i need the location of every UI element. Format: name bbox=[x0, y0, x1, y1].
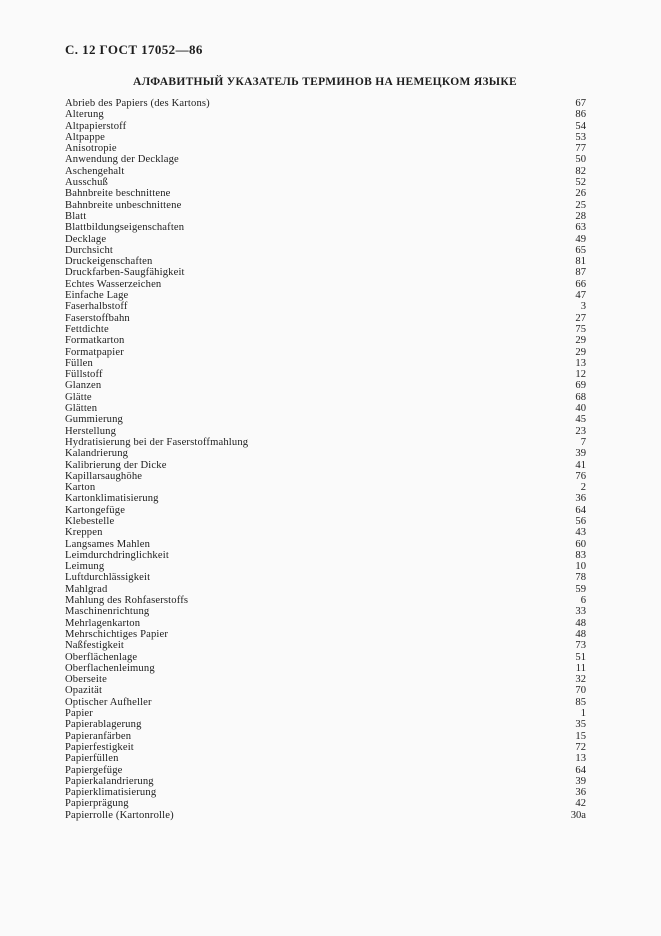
term-number: 56 bbox=[575, 515, 586, 527]
term-number: 6 bbox=[580, 595, 586, 607]
term-text: Glätten bbox=[65, 403, 98, 415]
term-number: 45 bbox=[575, 414, 586, 426]
term-text: Anwendung der Decklage bbox=[65, 154, 179, 166]
page-header: С. 12 ГОСТ 17052—86 bbox=[65, 42, 203, 57]
index-row bbox=[65, 200, 586, 211]
term-text: Papierablagerung bbox=[65, 719, 142, 731]
term-text: Klebestelle bbox=[65, 515, 115, 527]
term-number: 40 bbox=[575, 403, 586, 415]
term-text: Oberseite bbox=[65, 674, 107, 686]
index-row bbox=[65, 222, 586, 233]
term-number: 27 bbox=[575, 312, 586, 324]
term-text: Ausschuß bbox=[65, 177, 108, 189]
term-number: 86 bbox=[575, 109, 586, 121]
index-row bbox=[65, 685, 586, 696]
index-row bbox=[65, 369, 586, 380]
term-text: Kartonklimatisierung bbox=[65, 493, 159, 505]
index-row bbox=[65, 618, 586, 629]
term-number: 54 bbox=[575, 120, 586, 132]
term-number: 76 bbox=[575, 470, 586, 482]
term-number: 7 bbox=[580, 436, 586, 448]
term-number: 30a bbox=[570, 809, 586, 821]
term-number: 48 bbox=[575, 617, 586, 629]
term-text: Kapillarsaughöhe bbox=[65, 470, 143, 482]
index-row bbox=[65, 403, 586, 414]
index-row bbox=[65, 505, 586, 516]
index-row bbox=[65, 290, 586, 301]
term-number: 28 bbox=[575, 210, 586, 222]
index-row bbox=[65, 154, 586, 165]
index-row bbox=[65, 708, 586, 719]
term-number: 87 bbox=[575, 267, 586, 279]
term-number: 39 bbox=[575, 448, 586, 460]
index-row bbox=[65, 640, 586, 651]
term-number: 47 bbox=[575, 290, 586, 302]
term-text: Mehrlagenkarton bbox=[65, 617, 141, 629]
term-number: 13 bbox=[575, 357, 586, 369]
term-number: 25 bbox=[575, 199, 586, 211]
term-text: Langsames Mahlen bbox=[65, 538, 151, 550]
term-number: 10 bbox=[575, 561, 586, 573]
term-number: 64 bbox=[575, 764, 586, 776]
term-number: 15 bbox=[575, 730, 586, 742]
term-number: 29 bbox=[575, 335, 586, 347]
index-row bbox=[65, 121, 586, 132]
term-number: 2 bbox=[580, 482, 586, 494]
index-row bbox=[65, 697, 586, 708]
index-list bbox=[65, 98, 586, 821]
term-number: 48 bbox=[575, 628, 586, 640]
term-text: Papierklimatisierung bbox=[65, 787, 157, 799]
term-text: Kreppen bbox=[65, 527, 103, 539]
index-row bbox=[65, 810, 586, 821]
term-number: 41 bbox=[575, 459, 586, 471]
term-text: Oberflachenleimung bbox=[65, 662, 155, 674]
term-text: Glätte bbox=[65, 391, 92, 403]
index-row bbox=[65, 572, 586, 583]
term-number: 50 bbox=[575, 154, 586, 166]
index-row bbox=[65, 527, 586, 538]
index-row bbox=[65, 234, 586, 245]
term-number: 26 bbox=[575, 188, 586, 200]
term-text: Kalibrierung der Dicke bbox=[65, 459, 167, 471]
index-row bbox=[65, 493, 586, 504]
index-row bbox=[65, 584, 586, 595]
term-number: 67 bbox=[575, 98, 586, 109]
term-number: 13 bbox=[575, 753, 586, 765]
index-row bbox=[65, 595, 586, 606]
index-row bbox=[65, 267, 586, 278]
term-number: 82 bbox=[575, 165, 586, 177]
term-text: Druckfarben-Saugfähigkeit bbox=[65, 267, 185, 279]
term-text: Bahnbreite beschnittene bbox=[65, 188, 171, 200]
index-row bbox=[65, 663, 586, 674]
index-row bbox=[65, 279, 586, 290]
index-row bbox=[65, 380, 586, 391]
index-row bbox=[65, 414, 586, 425]
term-number: 73 bbox=[575, 640, 586, 652]
term-number: 60 bbox=[575, 538, 586, 550]
term-number: 63 bbox=[575, 222, 586, 234]
term-number: 69 bbox=[575, 380, 586, 392]
term-text: Abrieb des Papiers (des Kartons) bbox=[65, 98, 210, 109]
term-text: Herstellung bbox=[65, 425, 117, 437]
index-row bbox=[65, 719, 586, 730]
index-row bbox=[65, 437, 586, 448]
page-title: АЛФАВИТНЫЙ УКАЗАТЕЛЬ ТЕРМИНОВ НА НЕМЕЦКОМ ЯЗЫКЕ bbox=[132, 76, 517, 88]
index-row bbox=[65, 166, 586, 177]
term-text: Blatt bbox=[65, 210, 87, 222]
term-text: Glanzen bbox=[65, 380, 102, 392]
index-row bbox=[65, 358, 586, 369]
term-number: 65 bbox=[575, 244, 586, 256]
term-text: Papierfüllen bbox=[65, 753, 119, 765]
index-row bbox=[65, 245, 586, 256]
term-text: Faserstoffbahn bbox=[65, 312, 130, 324]
term-text: Karton bbox=[65, 482, 96, 494]
index-row bbox=[65, 731, 586, 742]
term-text: Kartongefüge bbox=[65, 504, 126, 516]
index-row bbox=[65, 753, 586, 764]
term-number: 39 bbox=[575, 775, 586, 787]
term-number: 64 bbox=[575, 504, 586, 516]
term-number: 49 bbox=[575, 233, 586, 245]
term-number: 70 bbox=[575, 685, 586, 697]
index-row bbox=[65, 448, 586, 459]
term-text: Formatkarton bbox=[65, 335, 125, 347]
term-number: 36 bbox=[575, 493, 586, 505]
term-number: 59 bbox=[575, 583, 586, 595]
term-text: Papierprägung bbox=[65, 798, 129, 810]
index-row bbox=[65, 765, 586, 776]
term-number: 3 bbox=[580, 301, 586, 313]
index-row bbox=[65, 426, 586, 437]
term-number: 77 bbox=[575, 143, 586, 155]
index-row bbox=[65, 550, 586, 561]
term-text: Papier bbox=[65, 708, 93, 720]
index-row bbox=[65, 539, 586, 550]
term-number: 52 bbox=[575, 177, 586, 189]
index-row bbox=[65, 188, 586, 199]
term-text: Oberflächenlage bbox=[65, 651, 138, 663]
term-text: Anisotropie bbox=[65, 143, 117, 155]
term-text: Maschinenrichtung bbox=[65, 606, 150, 618]
index-row bbox=[65, 652, 586, 663]
index-row bbox=[65, 629, 586, 640]
term-text: Optischer Aufheller bbox=[65, 696, 152, 708]
term-number: 75 bbox=[575, 323, 586, 335]
index-row bbox=[65, 606, 586, 617]
term-text: Echtes Wasserzeichen bbox=[65, 278, 162, 290]
term-text: Faserhalbstoff bbox=[65, 301, 128, 313]
term-text: Füllstoff bbox=[65, 369, 103, 381]
term-text: Formatpapier bbox=[65, 346, 124, 358]
index-row bbox=[65, 482, 586, 493]
term-number: 29 bbox=[575, 346, 586, 358]
term-number: 1 bbox=[580, 708, 586, 720]
term-number: 85 bbox=[575, 696, 586, 708]
term-number: 35 bbox=[575, 719, 586, 731]
term-text: Kalandrierung bbox=[65, 448, 129, 460]
index-row bbox=[65, 471, 586, 482]
term-text: Mahlung des Rohfaserstoffs bbox=[65, 595, 189, 607]
index-row bbox=[65, 132, 586, 143]
term-text: Mehrschichtiges Papier bbox=[65, 628, 169, 640]
term-number: 81 bbox=[575, 256, 586, 268]
term-text: Leimdurchdringlichkeit bbox=[65, 549, 169, 561]
term-number: 32 bbox=[575, 674, 586, 686]
term-number: 12 bbox=[575, 369, 586, 381]
term-text: Druckeigenschaften bbox=[65, 256, 153, 268]
term-text: Papieranfärben bbox=[65, 730, 132, 742]
index-row bbox=[65, 177, 586, 188]
term-text: Papierkalandrierung bbox=[65, 775, 154, 787]
term-number: 78 bbox=[575, 572, 586, 584]
term-text: Alterung bbox=[65, 109, 104, 121]
term-text: Bahnbreite unbeschnittene bbox=[65, 199, 182, 211]
index-row bbox=[65, 211, 586, 222]
term-number: 43 bbox=[575, 527, 586, 539]
index-row bbox=[65, 347, 586, 358]
index-row bbox=[65, 109, 586, 120]
index-row bbox=[65, 143, 586, 154]
term-text: Hydratisierung bei der Faserstoffmahlung bbox=[65, 436, 249, 448]
index-row bbox=[65, 256, 586, 267]
term-text: Luftdurchlässigkeit bbox=[65, 572, 151, 584]
term-number: 83 bbox=[575, 549, 586, 561]
term-number: 66 bbox=[575, 278, 586, 290]
term-number: 51 bbox=[575, 651, 586, 663]
term-text: Fettdichte bbox=[65, 323, 109, 335]
term-text: Füllen bbox=[65, 357, 93, 369]
term-number: 36 bbox=[575, 787, 586, 799]
term-text: Papierfestigkeit bbox=[65, 741, 134, 753]
index-row bbox=[65, 516, 586, 527]
term-number: 23 bbox=[575, 425, 586, 437]
term-text: Leimung bbox=[65, 561, 105, 573]
term-number: 42 bbox=[575, 798, 586, 810]
term-text: Aschengehalt bbox=[65, 165, 125, 177]
index-row bbox=[65, 798, 586, 809]
term-text: Mahlgrad bbox=[65, 583, 108, 595]
index-row bbox=[65, 301, 586, 312]
index-row bbox=[65, 98, 586, 109]
term-text: Blattbildungseigenschaften bbox=[65, 222, 185, 234]
term-text: Naßfestigkeit bbox=[65, 640, 125, 652]
term-text: Papierrolle (Kartonrolle) bbox=[65, 809, 174, 821]
term-text: Durchsicht bbox=[65, 244, 113, 256]
term-number: 53 bbox=[575, 131, 586, 143]
index-row bbox=[65, 324, 586, 335]
index-row bbox=[65, 561, 586, 572]
index-row bbox=[65, 787, 586, 798]
term-text: Einfache Lage bbox=[65, 290, 129, 302]
index-row bbox=[65, 742, 586, 753]
term-text: Papiergefüge bbox=[65, 764, 123, 776]
term-number: 72 bbox=[575, 741, 586, 753]
index-row bbox=[65, 313, 586, 324]
index-row bbox=[65, 335, 586, 346]
term-number: 11 bbox=[575, 662, 586, 674]
index-row bbox=[65, 674, 586, 685]
term-number: 33 bbox=[575, 606, 586, 618]
term-text: Decklage bbox=[65, 233, 107, 245]
term-text: Gummierung bbox=[65, 414, 123, 426]
term-text: Altpapierstoff bbox=[65, 120, 127, 132]
term-text: Altpappe bbox=[65, 131, 106, 143]
term-number: 68 bbox=[575, 391, 586, 403]
index-row bbox=[65, 776, 586, 787]
index-row bbox=[65, 460, 586, 471]
index-row bbox=[65, 392, 586, 403]
term-text: Opazität bbox=[65, 685, 103, 697]
